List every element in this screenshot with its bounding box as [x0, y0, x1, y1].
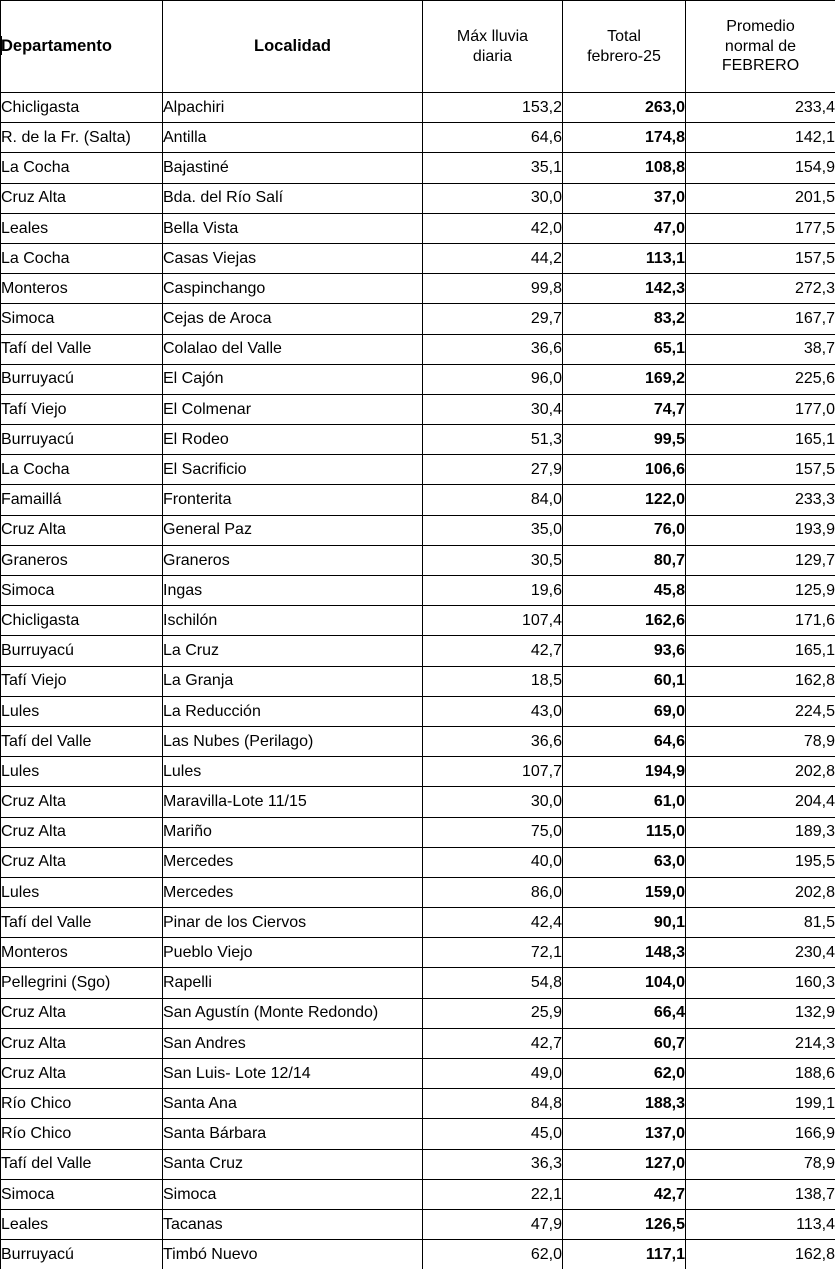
cell-localidad: Pueblo Viejo	[163, 938, 423, 968]
cell-localidad: Colalao del Valle	[163, 334, 423, 364]
column-header-localidad	[163, 1, 423, 93]
cell-promedio-normal: 154,9	[686, 153, 835, 183]
table-row	[1, 938, 835, 968]
cell-total-febrero: 108,8	[563, 153, 686, 183]
cell-total-febrero: 74,7	[563, 394, 686, 424]
column-header-max-lluvia-line2: diaria	[472, 47, 513, 65]
cell-localidad: Simoca	[163, 1179, 423, 1209]
cell-max-lluvia-diaria: 25,9	[423, 998, 563, 1028]
table-header-row	[1, 1, 835, 93]
cell-total-febrero: 126,5	[563, 1209, 686, 1239]
column-header-promedio-line3: FEBRERO	[721, 57, 800, 75]
cell-max-lluvia-diaria: 153,2	[423, 93, 563, 123]
cell-promedio-normal: 202,8	[686, 757, 835, 787]
cell-total-febrero: 61,0	[563, 787, 686, 817]
cell-total-febrero: 65,1	[563, 334, 686, 364]
cell-total-febrero: 188,3	[563, 1089, 686, 1119]
cell-localidad: Alpachiri	[163, 93, 423, 123]
table-row	[1, 817, 835, 847]
table-row	[1, 1209, 835, 1239]
cell-departamento: Simoca	[1, 304, 163, 334]
table-row	[1, 545, 835, 575]
cell-max-lluvia-diaria: 40,0	[423, 847, 563, 877]
cell-departamento: Cruz Alta	[1, 847, 163, 877]
cell-localidad: Ingas	[163, 576, 423, 606]
cell-departamento: Simoca	[1, 576, 163, 606]
cell-max-lluvia-diaria: 30,5	[423, 545, 563, 575]
cell-total-febrero: 60,7	[563, 1028, 686, 1058]
cell-max-lluvia-diaria: 62,0	[423, 1240, 563, 1269]
cell-localidad: Bda. del Río Salí	[163, 183, 423, 213]
cell-promedio-normal: 129,7	[686, 545, 835, 575]
cell-departamento: Graneros	[1, 545, 163, 575]
table-row	[1, 787, 835, 817]
cell-departamento: Lules	[1, 696, 163, 726]
cell-promedio-normal: 188,6	[686, 1059, 835, 1089]
table-row	[1, 757, 835, 787]
table-row	[1, 334, 835, 364]
table-row	[1, 394, 835, 424]
cell-departamento: Tafí del Valle	[1, 908, 163, 938]
table-row	[1, 93, 835, 123]
cell-total-febrero: 99,5	[563, 425, 686, 455]
cell-localidad: Antilla	[163, 123, 423, 153]
cell-max-lluvia-diaria: 45,0	[423, 1119, 563, 1149]
cell-promedio-normal: 214,3	[686, 1028, 835, 1058]
cell-localidad: Mercedes	[163, 847, 423, 877]
cell-localidad: San Andres	[163, 1028, 423, 1058]
cell-max-lluvia-diaria: 29,7	[423, 304, 563, 334]
cell-localidad: General Paz	[163, 515, 423, 545]
column-header-localidad-label: Localidad	[253, 37, 331, 56]
table-row	[1, 1179, 835, 1209]
cell-max-lluvia-diaria: 42,0	[423, 213, 563, 243]
table-row	[1, 304, 835, 334]
cell-total-febrero: 113,1	[563, 243, 686, 273]
cell-promedio-normal: 142,1	[686, 123, 835, 153]
cell-promedio-normal: 160,3	[686, 968, 835, 998]
column-header-promedio-normal-febrero	[686, 1, 835, 93]
cell-max-lluvia-diaria: 30,4	[423, 394, 563, 424]
cell-promedio-normal: 167,7	[686, 304, 835, 334]
cell-promedio-normal: 38,7	[686, 334, 835, 364]
cell-localidad: Tacanas	[163, 1209, 423, 1239]
cell-localidad: El Sacrificio	[163, 455, 423, 485]
table-row	[1, 1240, 835, 1269]
cell-total-febrero: 45,8	[563, 576, 686, 606]
column-header-promedio-line1: Promedio	[726, 18, 795, 36]
cell-promedio-normal: 204,4	[686, 787, 835, 817]
cell-max-lluvia-diaria: 99,8	[423, 274, 563, 304]
cell-departamento: Tafí del Valle	[1, 334, 163, 364]
cell-max-lluvia-diaria: 54,8	[423, 968, 563, 998]
cell-departamento: Cruz Alta	[1, 787, 163, 817]
cell-promedio-normal: 225,6	[686, 364, 835, 394]
cell-promedio-normal: 272,3	[686, 274, 835, 304]
cell-total-febrero: 37,0	[563, 183, 686, 213]
cell-promedio-normal: 224,5	[686, 696, 835, 726]
cell-total-febrero: 83,2	[563, 304, 686, 334]
cell-max-lluvia-diaria: 107,7	[423, 757, 563, 787]
cell-promedio-normal: 195,5	[686, 847, 835, 877]
cell-total-febrero: 117,1	[563, 1240, 686, 1269]
cell-max-lluvia-diaria: 19,6	[423, 576, 563, 606]
cell-promedio-normal: 233,3	[686, 485, 835, 515]
cell-max-lluvia-diaria: 27,9	[423, 455, 563, 485]
cell-departamento: Tafí del Valle	[1, 726, 163, 756]
cell-max-lluvia-diaria: 30,0	[423, 183, 563, 213]
table-row	[1, 364, 835, 394]
cell-departamento: Burruyacú	[1, 636, 163, 666]
cell-departamento: Río Chico	[1, 1119, 163, 1149]
table-row	[1, 213, 835, 243]
cell-promedio-normal: 177,5	[686, 213, 835, 243]
cell-max-lluvia-diaria: 42,7	[423, 636, 563, 666]
cell-max-lluvia-diaria: 86,0	[423, 877, 563, 907]
cell-total-febrero: 122,0	[563, 485, 686, 515]
table-row	[1, 123, 835, 153]
cell-promedio-normal: 166,9	[686, 1119, 835, 1149]
column-header-max-lluvia-diaria	[423, 1, 563, 93]
table-row	[1, 606, 835, 636]
cell-localidad: La Cruz	[163, 636, 423, 666]
cell-promedio-normal: 199,1	[686, 1089, 835, 1119]
column-header-promedio-line2: normal de	[724, 37, 797, 55]
cell-departamento: Chicligasta	[1, 606, 163, 636]
cell-total-febrero: 174,8	[563, 123, 686, 153]
cell-promedio-normal: 81,5	[686, 908, 835, 938]
table-row	[1, 636, 835, 666]
column-header-total-febrero	[563, 1, 686, 93]
cell-promedio-normal: 78,9	[686, 1149, 835, 1179]
cell-total-febrero: 64,6	[563, 726, 686, 756]
cell-departamento: Cruz Alta	[1, 183, 163, 213]
cell-departamento: Leales	[1, 213, 163, 243]
cell-promedio-normal: 125,9	[686, 576, 835, 606]
cell-max-lluvia-diaria: 36,6	[423, 334, 563, 364]
cell-max-lluvia-diaria: 44,2	[423, 243, 563, 273]
cell-departamento: La Cocha	[1, 455, 163, 485]
cell-departamento: Pellegrini (Sgo)	[1, 968, 163, 998]
table-row	[1, 847, 835, 877]
cell-departamento: Monteros	[1, 938, 163, 968]
cell-departamento: R. de la Fr. (Salta)	[1, 123, 163, 153]
cell-max-lluvia-diaria: 42,7	[423, 1028, 563, 1058]
cell-localidad: San Agustín (Monte Redondo)	[163, 998, 423, 1028]
cell-total-febrero: 169,2	[563, 364, 686, 394]
cell-promedio-normal: 201,5	[686, 183, 835, 213]
table-row	[1, 666, 835, 696]
cell-localidad: Bella Vista	[163, 213, 423, 243]
cell-max-lluvia-diaria: 51,3	[423, 425, 563, 455]
cell-total-febrero: 42,7	[563, 1179, 686, 1209]
cell-promedio-normal: 165,1	[686, 425, 835, 455]
column-header-departamento-label: Departamento	[1, 37, 112, 56]
table-row	[1, 877, 835, 907]
cell-total-febrero: 80,7	[563, 545, 686, 575]
cell-promedio-normal: 171,6	[686, 606, 835, 636]
cell-promedio-normal: 230,4	[686, 938, 835, 968]
table-row	[1, 455, 835, 485]
cell-total-febrero: 127,0	[563, 1149, 686, 1179]
cell-departamento: Tafí Viejo	[1, 666, 163, 696]
cell-promedio-normal: 189,3	[686, 817, 835, 847]
cell-localidad: Bajastiné	[163, 153, 423, 183]
cell-localidad: Timbó Nuevo	[163, 1240, 423, 1269]
cell-localidad: Santa Cruz	[163, 1149, 423, 1179]
cell-departamento: Cruz Alta	[1, 817, 163, 847]
cell-total-febrero: 47,0	[563, 213, 686, 243]
cell-total-febrero: 148,3	[563, 938, 686, 968]
table-row	[1, 1059, 835, 1089]
table-row	[1, 908, 835, 938]
cell-promedio-normal: 162,8	[686, 1240, 835, 1269]
cell-total-febrero: 93,6	[563, 636, 686, 666]
cell-max-lluvia-diaria: 35,1	[423, 153, 563, 183]
cell-total-febrero: 106,6	[563, 455, 686, 485]
cell-localidad: Ischilón	[163, 606, 423, 636]
cell-max-lluvia-diaria: 18,5	[423, 666, 563, 696]
table-row	[1, 1089, 835, 1119]
cell-promedio-normal: 78,9	[686, 726, 835, 756]
cell-promedio-normal: 177,0	[686, 394, 835, 424]
table-row	[1, 183, 835, 213]
cell-localidad: Santa Ana	[163, 1089, 423, 1119]
cell-total-febrero: 137,0	[563, 1119, 686, 1149]
cell-localidad: Graneros	[163, 545, 423, 575]
cell-max-lluvia-diaria: 42,4	[423, 908, 563, 938]
cell-departamento: La Cocha	[1, 153, 163, 183]
cell-departamento: Burruyacú	[1, 1240, 163, 1269]
cell-localidad: Pinar de los Ciervos	[163, 908, 423, 938]
cell-promedio-normal: 193,9	[686, 515, 835, 545]
cell-max-lluvia-diaria: 47,9	[423, 1209, 563, 1239]
table-row	[1, 485, 835, 515]
cell-localidad: El Cajón	[163, 364, 423, 394]
table-header	[1, 1, 835, 93]
cell-localidad: La Reducción	[163, 696, 423, 726]
cell-total-febrero: 76,0	[563, 515, 686, 545]
cell-localidad: Lules	[163, 757, 423, 787]
cell-localidad: Caspinchango	[163, 274, 423, 304]
cell-departamento: Cruz Alta	[1, 1028, 163, 1058]
cell-max-lluvia-diaria: 49,0	[423, 1059, 563, 1089]
cell-localidad: Santa Bárbara	[163, 1119, 423, 1149]
cell-departamento: Cruz Alta	[1, 1059, 163, 1089]
cell-departamento: Simoca	[1, 1179, 163, 1209]
cell-promedio-normal: 132,9	[686, 998, 835, 1028]
cell-promedio-normal: 157,5	[686, 243, 835, 273]
cell-total-febrero: 115,0	[563, 817, 686, 847]
cell-localidad: La Granja	[163, 666, 423, 696]
column-header-departamento	[1, 1, 163, 93]
column-header-total-line2: febrero-25	[587, 47, 661, 65]
table-row	[1, 425, 835, 455]
cell-localidad: Rapelli	[163, 968, 423, 998]
cell-localidad: Mariño	[163, 817, 423, 847]
table-row	[1, 696, 835, 726]
cell-promedio-normal: 113,4	[686, 1209, 835, 1239]
cell-localidad: Las Nubes (Perilago)	[163, 726, 423, 756]
cell-localidad: Cejas de Aroca	[163, 304, 423, 334]
cell-total-febrero: 194,9	[563, 757, 686, 787]
cell-max-lluvia-diaria: 72,1	[423, 938, 563, 968]
table-row	[1, 968, 835, 998]
cell-promedio-normal: 162,8	[686, 666, 835, 696]
cell-localidad: Mercedes	[163, 877, 423, 907]
column-header-total-line1: Total	[607, 27, 641, 45]
cell-max-lluvia-diaria: 36,3	[423, 1149, 563, 1179]
cell-max-lluvia-diaria: 84,0	[423, 485, 563, 515]
cell-total-febrero: 142,3	[563, 274, 686, 304]
cell-departamento: Burruyacú	[1, 364, 163, 394]
cell-promedio-normal: 138,7	[686, 1179, 835, 1209]
cell-promedio-normal: 157,5	[686, 455, 835, 485]
cell-departamento: Lules	[1, 757, 163, 787]
cell-max-lluvia-diaria: 75,0	[423, 817, 563, 847]
cell-departamento: La Cocha	[1, 243, 163, 273]
cell-departamento: Monteros	[1, 274, 163, 304]
cell-max-lluvia-diaria: 22,1	[423, 1179, 563, 1209]
cell-promedio-normal: 202,8	[686, 877, 835, 907]
cell-departamento: Cruz Alta	[1, 998, 163, 1028]
cell-total-febrero: 69,0	[563, 696, 686, 726]
cell-localidad: Casas Viejas	[163, 243, 423, 273]
cell-localidad: El Colmenar	[163, 394, 423, 424]
cell-departamento: Tafí Viejo	[1, 394, 163, 424]
table-row	[1, 998, 835, 1028]
cell-promedio-normal: 165,1	[686, 636, 835, 666]
cell-total-febrero: 62,0	[563, 1059, 686, 1089]
table-row	[1, 1149, 835, 1179]
cell-departamento: Burruyacú	[1, 425, 163, 455]
cell-departamento: Lules	[1, 877, 163, 907]
table-row	[1, 1119, 835, 1149]
cell-departamento: Famaillá	[1, 485, 163, 515]
cell-departamento: Leales	[1, 1209, 163, 1239]
cell-max-lluvia-diaria: 96,0	[423, 364, 563, 394]
table-row	[1, 576, 835, 606]
cell-total-febrero: 66,4	[563, 998, 686, 1028]
table-body	[1, 93, 835, 1269]
cell-localidad: Fronterita	[163, 485, 423, 515]
cell-total-febrero: 60,1	[563, 666, 686, 696]
cell-localidad: San Luis- Lote 12/14	[163, 1059, 423, 1089]
cell-total-febrero: 90,1	[563, 908, 686, 938]
table-row	[1, 153, 835, 183]
cell-departamento: Tafí del Valle	[1, 1149, 163, 1179]
cell-max-lluvia-diaria: 43,0	[423, 696, 563, 726]
table-row	[1, 726, 835, 756]
cell-total-febrero: 63,0	[563, 847, 686, 877]
cell-localidad: Maravilla-Lote 11/15	[163, 787, 423, 817]
cell-max-lluvia-diaria: 36,6	[423, 726, 563, 756]
cell-localidad: El Rodeo	[163, 425, 423, 455]
table-row	[1, 515, 835, 545]
cell-max-lluvia-diaria: 30,0	[423, 787, 563, 817]
cell-total-febrero: 104,0	[563, 968, 686, 998]
cell-promedio-normal: 233,4	[686, 93, 835, 123]
cell-max-lluvia-diaria: 84,8	[423, 1089, 563, 1119]
cell-max-lluvia-diaria: 35,0	[423, 515, 563, 545]
table-row	[1, 243, 835, 273]
cell-max-lluvia-diaria: 107,4	[423, 606, 563, 636]
cell-departamento: Cruz Alta	[1, 515, 163, 545]
cell-total-febrero: 263,0	[563, 93, 686, 123]
cell-total-febrero: 162,6	[563, 606, 686, 636]
cell-max-lluvia-diaria: 64,6	[423, 123, 563, 153]
column-header-max-lluvia-line1: Máx lluvia	[456, 27, 529, 45]
cell-departamento: Río Chico	[1, 1089, 163, 1119]
table-row	[1, 274, 835, 304]
cell-departamento: Chicligasta	[1, 93, 163, 123]
table-row	[1, 1028, 835, 1058]
cell-total-febrero: 159,0	[563, 877, 686, 907]
